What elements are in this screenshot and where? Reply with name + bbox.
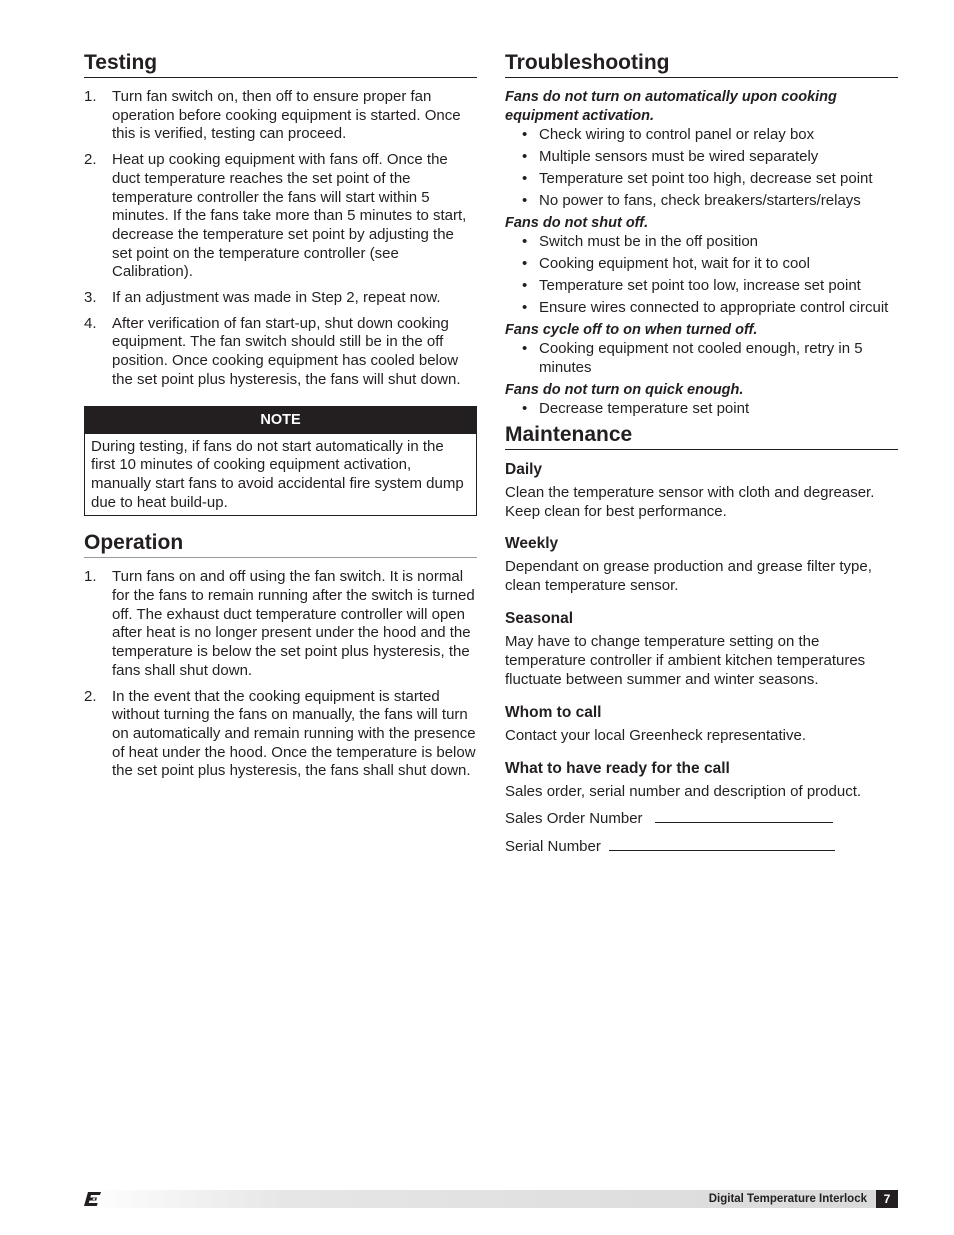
issue-list [505,126,898,211]
ready-text: Sales order, serial number and description of product. [505,782,862,800]
list-item [84,289,477,308]
daily-heading: Daily [505,460,543,478]
list-item: • Decrease temperature set point [522,399,750,417]
testing-steps [84,88,477,390]
troubleshooting-heading: Troubleshooting [505,50,898,78]
list-item-text: Ensure wires connected to appropriate control circuit [539,299,889,316]
issue-title: Fans do not turn on quick enough. [505,381,744,398]
list-item-text: Temperature set point too high, decrease set point [539,170,873,187]
serial-blank[interactable] [609,837,835,851]
maintenance-heading: Maintenance [505,422,898,450]
sales-order-row [505,809,898,828]
step-number: 4. [84,314,97,332]
step-text: Heat up cooking equipment with fans off. Once the duct temperature reaches the set point of the temperature controller the fans will start within 5 minutes. If the fans take more than 5 minutes to start, decrease the temperature set point by adjusting the set point on the temperature controller (see Calibration). [112,151,467,281]
whom-text: Contact your local Greenheck representative. [505,726,806,744]
list-item: • Ensure wires connected to appropriate control circuit [522,299,889,316]
list-item: • No power to fans, check breakers/starters/relays [522,192,861,209]
issue-title: Fans do not turn on automatically upon cooking equipment activation. [505,89,837,124]
step-number: 1. [84,568,97,586]
sales-order-blank[interactable] [655,809,833,823]
list-item-text: Decrease temperature set point [539,399,750,417]
sales-order-label: Sales Order Number [505,809,643,827]
step-text: After verification of fan start-up, shut down cooking equipment. The fan switch should still be in the off position. Once cooking equipment has cooled below the set point plus hysteresis, the fans will shut down. [112,314,461,388]
step-text: Turn fans on and off using the fan switch. It is normal for the fans to remain running after the switch is turned off. The exhaust duct temperature controller will open after heat is no longer present under the hood and the temperature is below the set point plus hysteresis, the fans shall shut down. [112,568,475,679]
step-number: 1. [84,88,97,105]
step-text: In the event that the cooking equipment is started without turning the fans on manually, the fans will turn on automatically and remain running with the presence of heat under the hood. Once the temperature is below the set point plus hysteresis, the fans shall shut down. [112,687,476,780]
list-item-text: Cooking equipment hot, wait for it to cool [539,255,810,272]
list-item-text: No power to fans, check breakers/starters/relays [539,192,861,209]
step-text: Turn fan switch on, then off to ensure proper fan operation before cooking equipment is started. Once this is verified, testing can proceed. [112,88,461,143]
serial-label: Serial Number [505,837,601,855]
testing-heading: Testing [84,50,477,78]
list-item: • Multiple sensors must be wired separately [522,148,819,165]
seasonal-text: May have to change temperature setting on the temperature controller if ambient kitchen temperatures fluctuate between summer and winter seasons. [505,632,866,688]
list-item-text: Temperature set point too low, increase set point [539,277,861,294]
list-item [84,568,477,680]
whom-heading: Whom to call [505,703,602,721]
issue-list [505,233,898,318]
ready-heading: What to have ready for the call [505,759,730,777]
step-number: 2. [84,151,97,169]
issue-list [505,400,898,419]
list-item: • Switch must be in the off position [522,233,759,250]
step-number: 2. [84,687,97,705]
list-item: • Cooking equipment hot, wait for it to cool [522,255,810,272]
right-column [505,50,898,856]
list-item: • Temperature set point too low, increase set point [522,277,861,294]
seasonal-heading: Seasonal [505,609,574,627]
list-item-text: Multiple sensors must be wired separately [539,148,819,165]
operation-heading: Operation [84,530,477,558]
list-item-text: Switch must be in the off position [539,233,759,250]
note-text: During testing, if fans do not start automatically in the first 10 minutes of cooking equipment activation, manually start fans to avoid accidental fire system dump due to heat build-up. [91,437,464,511]
step-text: If an adjustment was made in Step 2, repeat now. [112,289,441,307]
serial-row [505,837,898,856]
list-item [84,688,477,782]
daily-text: Clean the temperature sensor with cloth and degreaser. Keep clean for best performance. [505,483,875,520]
left-column [84,50,477,788]
footer-bar [84,1190,898,1208]
list-item [84,88,477,144]
list-item: • Cooking equipment not cooled enough, retry in 5 minutes [522,340,863,376]
issue-title: Fans do not shut off. [505,215,649,231]
weekly-heading: Weekly [505,534,559,552]
note-title: NOTE [85,407,476,434]
issue-list [505,340,898,377]
note-box [84,406,477,517]
list-item-text: Check wiring to control panel or relay box [539,126,815,143]
list-item [84,151,477,282]
list-item: • Temperature set point too high, decrease set point [522,170,873,187]
list-item-text: Cooking equipment not cooled enough, retry in 5 minutes [539,340,863,376]
page-number: 7 [876,1190,898,1208]
issue-title: Fans cycle off to on when turned off. [505,322,758,338]
list-item [84,315,477,390]
greenheck-logo-icon [84,1191,102,1212]
weekly-text: Dependant on grease production and grease filter type, clean temperature sensor. [505,557,872,594]
footer-doc-title: Digital Temperature Interlock [708,1193,867,1205]
step-number: 3. [84,289,97,307]
list-item: • Check wiring to control panel or relay box [522,126,815,143]
operation-steps [84,568,477,781]
